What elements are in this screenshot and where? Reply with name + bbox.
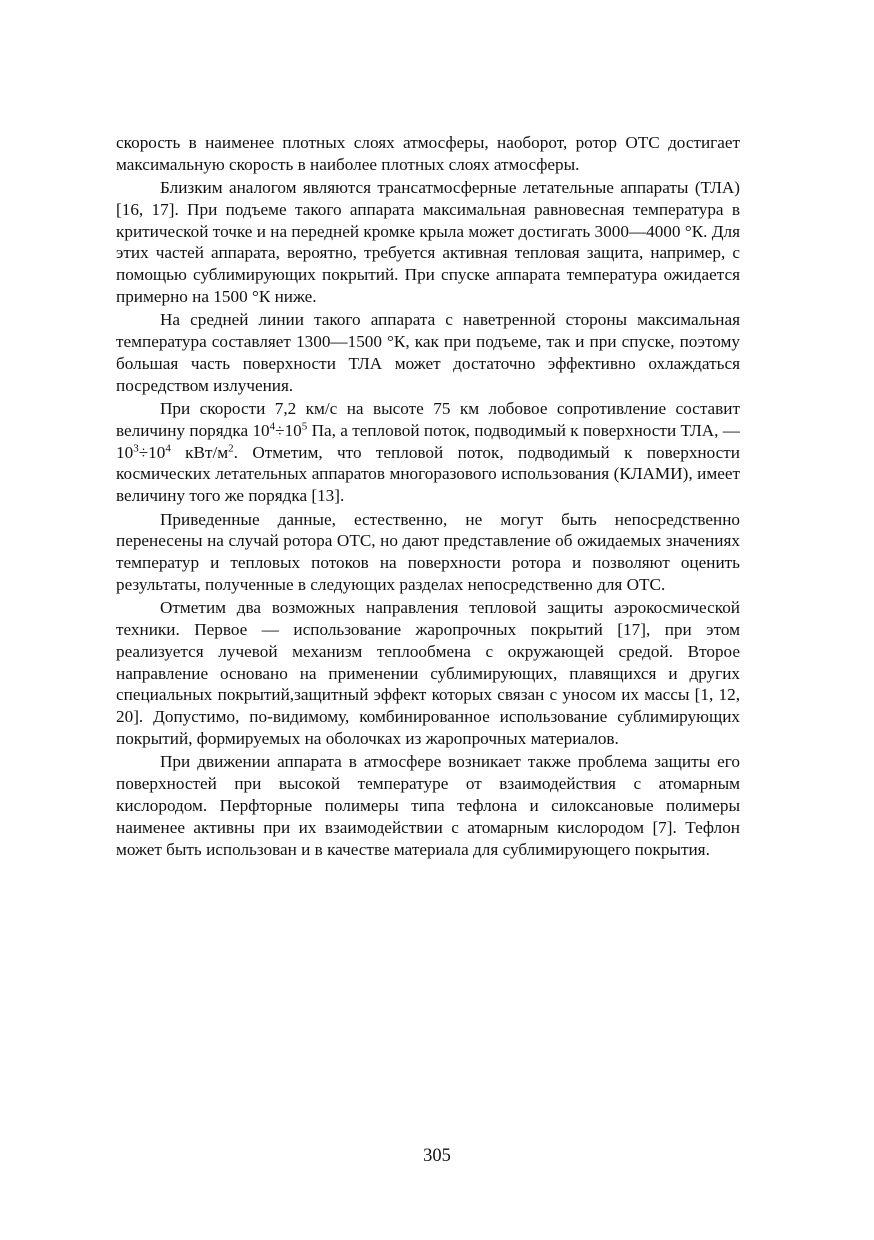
paragraph-5: Приведенные данные, естественно, не могут быть непосредственно перенесены на случай ротора ОТС, но дают представление об ожидаемых значениях температур и тепловых потоков на поверхности ротора и позволяют оценить результаты, полученные в следующих разделах непосредственно для ОТС. xyxy=(116,509,740,594)
exponent-4b: 4 xyxy=(165,441,171,454)
exponent-2: 2 xyxy=(228,441,234,454)
paragraph-4-part-d: ÷10 xyxy=(138,442,166,462)
exponent-3: 3 xyxy=(133,441,139,454)
paragraph-6: Отметим два возможных направления тепловой защиты аэрокосмической техники. Первое — использование жаропрочных покрытий [17], при этом реализуется лучевой механизм теплообмена с окружающей средой. Второе направление основано на применении сублимирующих, плавящихся и других специальных покрытий,защитный эффект которых связан с уносом их массы [1, 12, 20]. Допустимо, по-видимому, комбинированное использование сублимирующих покрытий, формируемых на оболочках из жаропрочных материалов. xyxy=(116,598,740,749)
paragraph-4-part-e: кВт/м xyxy=(170,442,229,462)
paragraph-4-part-c: Па, а тепловой поток, подводимый к поверхности ТЛА, — 10 xyxy=(116,420,740,462)
exponent-4: 4 xyxy=(269,420,276,433)
paragraph-4-part-f: . Отметим, что тепловой поток, подводимый к поверхности космических летательных аппаратов многоразового использования (КЛАМИ), имеет величину того же порядка [13]. xyxy=(116,442,740,506)
page-number: 305 xyxy=(423,1146,451,1166)
paragraph-3: На средней линии такого аппарата с наветренной стороны максимальная температура составляет 1300—1500 °К, как при подъеме, так и при спуске, поэтому большая часть поверхности ТЛА может достаточно эффективно охлаждаться посредством излучения. xyxy=(116,310,740,395)
paragraph-2: Близким аналогом являются трансатмосферные летательные аппараты (ТЛА) [16, 17]. При подъеме такого аппарата максимальная равновесная температура в критической точке и на передней кромке крыла может достигать 3000—4000 °К. Для этих частей аппарата, вероятно, требуется активная тепловая защита, например, с помощью сублимирующих покрытий. При спуске аппарата температура ожидается примерно на 1500 °К ниже. xyxy=(116,178,740,307)
paragraph-7: При движении аппарата в атмосфере возникает также проблема защиты его поверхностей при высокой температуре от взаимодействия с атомарным кислородом. Перфторные полимеры типа тефлона и силоксановые полимеры наименее активны при их взаимодействии с атомарным кислородом [7]. Тефлон может быть использован и в качестве материала для сублимирующего покрытия. xyxy=(116,752,740,859)
paragraph-4 xyxy=(116,398,740,507)
exponent-5: 5 xyxy=(301,420,308,433)
body-text xyxy=(116,132,740,862)
paragraph-4-part-b: ÷10 xyxy=(275,420,302,440)
paragraph-4-part-a: При скорости 7,2 км/с на высоте 75 км лобовое сопротивление составит величину порядка 10 xyxy=(116,399,740,440)
paragraph-1: скорость в наименее плотных слоях атмосферы, наоборот, ротор ОТС достигает максимальную скорость в наиболее плотных слоях атмосферы. xyxy=(116,133,740,174)
